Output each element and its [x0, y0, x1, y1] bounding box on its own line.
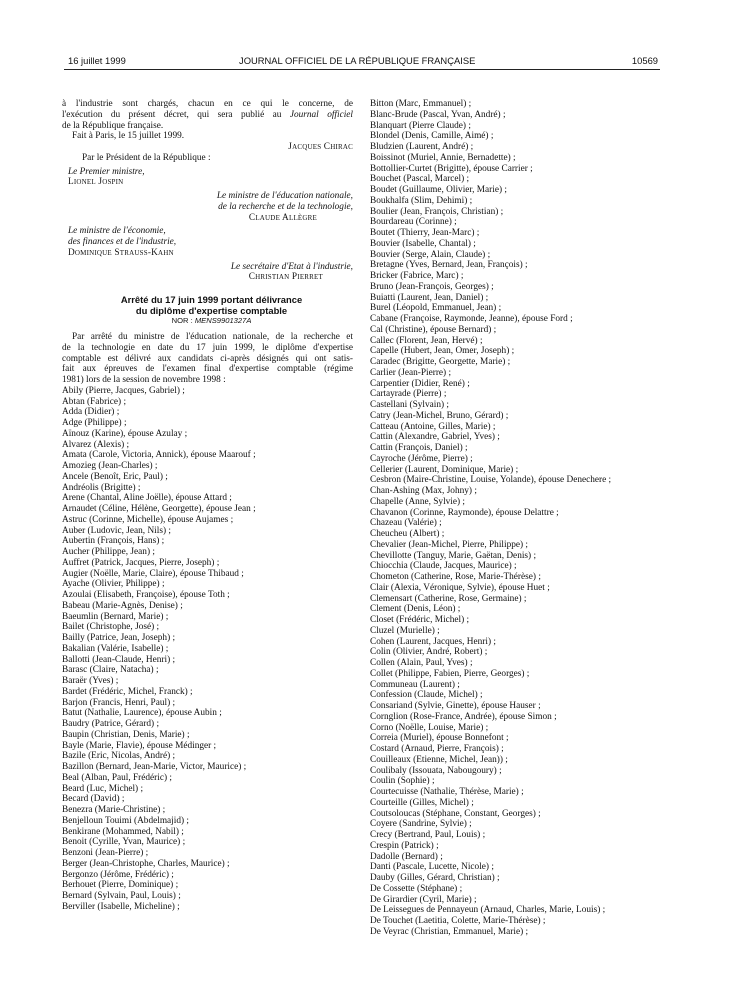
name-entry: Bouvier (Isabelle, Chantal) ;	[370, 238, 476, 249]
header-journal-title: JOURNAL OFFICIEL DE LA RÉPUBLIQUE FRANÇAISE	[239, 55, 476, 66]
name-entry: Clair (Alexia, Véronique, Sylvie), épouse Huet ;	[370, 582, 550, 593]
name-entry: Buiatti (Laurent, Jean, Daniel) ;	[370, 292, 489, 303]
name-entry: Babeau (Marie-Agnès, Denise) ;	[62, 600, 183, 611]
name-entry: Cornglion (Rose-France, Andrée), épouse Simon ;	[370, 711, 557, 722]
name-entry: Bakalian (Valérie, Isabelle) ;	[62, 643, 169, 654]
name-entry: Abtan (Fabrice) ;	[62, 396, 127, 407]
name-entry: Beard (Luc, Michel) ;	[62, 783, 144, 794]
name-entry: Chazeau (Valérie) ;	[370, 518, 442, 529]
name-entry: Dauby (Gilles, Gérard, Christian) ;	[370, 873, 500, 883]
journal-reference: Journal officiel	[289, 109, 353, 120]
name-entry: Costard (Arnaud, Pierre, François) ;	[370, 744, 504, 754]
name-entry: Adda (Didier) ;	[62, 407, 120, 418]
name-entry: Bailly (Patrice, Jean, Joseph) ;	[62, 633, 176, 643]
intro-line: de la République française.	[62, 120, 164, 131]
arrete-body-line: fait aux épreuves de l'examen final d'expertise comptable (régime	[62, 364, 353, 375]
arrete-title: du diplôme d'expertise comptable	[135, 304, 288, 316]
name-entry: Bludzien (Laurent, André) ;	[370, 142, 474, 152]
name-entry: Clement (Denis, Léon) ;	[370, 604, 461, 615]
education-minister-title: de la recherche et de la technologie,	[218, 201, 353, 212]
name-entry: Benzoni (Jean-Pierre) ;	[62, 848, 149, 858]
intro-line: l'exécution du présent décret, qui sera publié au Journal officiel	[62, 109, 353, 120]
name-entry: Becard (David) ;	[62, 794, 125, 805]
name-entry: Bruno (Jean-François, Georges) ;	[370, 281, 494, 292]
name-entry: Abily (Pierre, Jacques, Gabriel) ;	[62, 385, 185, 396]
name-entry: Blanc-Brude (Pascal, Yvan, André) ;	[370, 109, 506, 120]
name-entry: Chometon (Catherine, Rose, Marie-Thérèse) ;	[370, 572, 541, 582]
arrete-body-line: Par arrêté du ministre de l'éducation nationale, de la recherche et	[72, 332, 353, 342]
premier-ministre-name: Lionel Jospin	[68, 177, 124, 188]
name-entry: Collen (Alain, Paul, Yves) ;	[370, 658, 473, 668]
name-entry: Chevalier (Jean-Michel, Pierre, Philippe) ;	[370, 539, 528, 550]
name-entry: Benezra (Marie-Christine) ;	[62, 805, 166, 815]
name-entry: Bernard (Sylvain, Paul, Louis) ;	[62, 891, 181, 901]
name-entry: Baeumlin (Bernard, Marie) ;	[62, 611, 169, 622]
arrete-body-line: comptable est délivré aux candidats ci-après désignés qui ont satis-	[62, 353, 353, 364]
name-entry: Burel (Léopold, Emmanuel, Jean) ;	[370, 303, 502, 314]
name-entry: Baudry (Patrice, Gérard) ;	[62, 719, 160, 729]
name-entry: Aucher (Philippe, Jean) ;	[62, 547, 155, 557]
name-entry: Crecy (Bertrand, Paul, Louis) ;	[370, 830, 486, 840]
education-minister-name: Claude Allègre	[248, 212, 317, 223]
name-entry: Boudet (Guillaume, Olivier, Marie) ;	[370, 185, 507, 195]
arrete-body-line: de la technologie en date du 17 juin 1999, le diplôme d'expertise	[62, 342, 353, 353]
name-entry: Ancele (Benoît, Eric, Paul) ;	[62, 471, 168, 482]
name-entry: Confession (Claude, Michel) ;	[370, 690, 483, 701]
name-entry: Courteille (Gilles, Michel) ;	[370, 797, 474, 808]
name-entry: Closet (Frédéric, Michel) ;	[370, 615, 470, 625]
name-entry: Cheucheu (Albert) ;	[370, 529, 445, 539]
arrete-title: Arrêté du 17 juin 1999 portant délivrance	[120, 294, 303, 305]
name-entry: Coulibaly (Issouata, Nabougoury) ;	[370, 765, 502, 776]
name-entry: Blondel (Denis, Camille, Aimé) ;	[370, 131, 494, 142]
name-entry: Castellani (Sylvain) ;	[370, 400, 450, 410]
name-entry: Bazile (Eric, Nicolas, André) ;	[62, 751, 176, 762]
premier-ministre-title: Le Premier ministre,	[68, 166, 145, 177]
name-entry: Amozieg (Jean-Charles) ;	[62, 461, 158, 471]
president-name: Jacques Chirac	[288, 142, 353, 152]
name-entry: Berviller (Isabelle, Micheline) ;	[62, 901, 180, 912]
names-list-left	[62, 386, 353, 913]
name-entry: Bayle (Marie, Flavie), épouse Médinger ;	[62, 740, 217, 751]
signature-date: Fait à Paris, le 15 juillet 1999.	[72, 131, 185, 142]
name-entry: Cluzel (Murielle) ;	[370, 625, 440, 636]
industrie-secretary-name: Christian Pierret	[248, 272, 323, 283]
nor-reference: NOR : MENS9901327A	[171, 316, 252, 325]
name-entry: Aïnouz (Karine), épouse Azulay ;	[62, 428, 188, 439]
name-entry: Cabane (Françoise, Raymonde, Jeanne), épouse Ford ;	[370, 314, 573, 324]
name-entry: De Cossette (Stéphane) ;	[370, 883, 463, 894]
header-rule	[64, 69, 660, 70]
name-entry: Boissinot (Muriel, Annie, Bernadette) ;	[370, 152, 516, 163]
left-column	[62, 99, 353, 913]
name-entry: Andréolis (Brigitte) ;	[62, 482, 141, 493]
name-entry: Azoulai (Elisabeth, Françoise), épouse Toth ;	[62, 590, 230, 600]
name-entry: Cattin (François, Daniel) ;	[370, 443, 468, 453]
name-entry: Bailet (Christophe, José) ;	[62, 622, 160, 633]
name-entry: Cartayrade (Pierre) ;	[370, 389, 447, 400]
education-minister-title: Le ministre de l'éducation nationale,	[216, 191, 353, 201]
name-entry: Cal (Christine), épouse Bernard) ;	[370, 324, 497, 335]
name-entry: Benoit (Cyrille, Yvan, Maurice) ;	[62, 837, 186, 848]
economie-minister-title: des finances et de l'industrie,	[68, 237, 177, 247]
name-entry: Coyere (Sandrine, Sylvie) ;	[370, 819, 472, 830]
name-entry: Cayroche (Jérôme, Pierre) ;	[370, 453, 473, 464]
name-entry: Chavanon (Corinne, Raymonde), épouse Delattre ;	[370, 507, 559, 518]
name-entry: Auber (Ludovic, Jean, Nils) ;	[62, 525, 171, 536]
name-entry: Baraër (Yves) ;	[62, 676, 119, 686]
name-entry: Coulin (Sophie) ;	[370, 776, 435, 787]
name-entry: Bouvier (Serge, Alain, Claude) ;	[370, 249, 491, 260]
nor-code: MENS9901327A	[194, 316, 252, 325]
name-entry: Cesbron (Maire-Christine, Louise, Yolande), épouse Denechere ;	[370, 475, 612, 486]
arrete-body-line: 1981) lors de la session de novembre 1998 :	[62, 375, 226, 385]
name-entry: De Touchet (Laetitia, Colette, Marie-Thérèse) ;	[370, 916, 546, 926]
name-entry: Communeau (Laurent) ;	[370, 679, 460, 690]
name-entry: Bergonzo (Jérôme, Frédéric) ;	[62, 869, 174, 880]
name-entry: Benkirane (Mohammed, Nabil) ;	[62, 826, 184, 837]
name-entry: Auffret (Patrick, Jacques, Pierre, Joseph) ;	[62, 557, 220, 568]
economie-minister-name: Dominique Strauss-Kahn	[68, 247, 174, 258]
name-entry: Benjelloun Touimi (Abdelmajid) ;	[62, 815, 189, 826]
header-page-number: 10569	[631, 55, 658, 66]
name-entry: Catry (Jean-Michel, Bruno, Gérard) ;	[370, 410, 509, 421]
name-entry: Bitton (Marc, Emmanuel) ;	[370, 99, 472, 109]
name-entry: Courtecuisse (Nathalie, Thérèse, Marie) ;	[370, 787, 524, 797]
name-entry: Couilleaux (Etienne, Michel, Jean)) ;	[370, 754, 508, 765]
name-entry: Bottollier-Curtet (Brigitte), épouse Carrier ;	[370, 163, 533, 174]
name-entry: Danti (Pascale, Lucette, Nicole) ;	[370, 862, 494, 873]
name-entry: Arene (Chantal, Aline Joëlle), épouse Attard ;	[62, 493, 232, 504]
name-entry: Boutet (Thierry, Jean-Marc) ;	[370, 228, 480, 238]
name-entry: Barasc (Claire, Natacha) ;	[62, 665, 159, 676]
arrete-body	[62, 332, 353, 386]
name-entry: De Veyrac (Christian, Emmanuel, Marie) ;	[370, 926, 529, 937]
name-entry: Colin (Olivier, André, Robert) ;	[370, 647, 488, 658]
name-entry: Collet (Philippe, Fabien, Pierre, Georges) ;	[370, 668, 530, 679]
name-entry: Carpentier (Didier, René) ;	[370, 378, 470, 389]
name-entry: Barjon (Francis, Henri, Paul) ;	[62, 697, 176, 708]
name-entry: Boukhalfa (Slim, Dehimi) ;	[370, 195, 473, 206]
name-entry: Bouchet (Pascal, Marcel) ;	[370, 174, 470, 185]
name-entry: Amata (Carole, Victoria, Annick), épouse Maarouf ;	[62, 450, 256, 461]
name-entry: De Leissegues de Pennayeun (Arnaud, Charles, Marie, Louis) ;	[370, 905, 606, 916]
name-entry: Beal (Alban, Paul, Frédéric) ;	[62, 772, 172, 783]
name-entry: Callec (Florent, Jean, Hervé) ;	[370, 335, 483, 346]
name-entry: Berhouet (Pierre, Dominique) ;	[62, 880, 179, 891]
name-entry: Corno (Noëlle, Louise, Marie) ;	[370, 722, 489, 733]
name-entry: Baupin (Christian, Denis, Marie) ;	[62, 729, 190, 740]
name-entry: Alvarez (Alexis) ;	[62, 439, 130, 450]
name-entry: Ayache (Olivier, Philippe) ;	[62, 579, 165, 590]
name-entry: Astruc (Corinne, Michelle), épouse Aujames ;	[62, 514, 234, 525]
name-entry: Consariand (Sylvie, Ginette), épouse Hauser ;	[370, 701, 541, 711]
name-entry: Bardet (Frédéric, Michel, Franck) ;	[62, 686, 193, 697]
par-le-president: Par le Président de la République :	[82, 152, 211, 163]
name-entry: Bretagne (Yves, Bernard, Jean, François) ;	[370, 260, 528, 271]
name-entry: Adge (Philippe) ;	[62, 418, 127, 428]
name-entry: Cohen (Laurent, Jacques, Henri) ;	[370, 636, 496, 647]
intro-line: à l'industrie sont chargés, chacun en ce qui le concerne, de	[62, 99, 353, 109]
name-entry: Batut (Nathalie, Laurence), épouse Aubin ;	[62, 708, 222, 719]
name-entry: Carlier (Jean-Pierre) ;	[370, 367, 452, 378]
name-entry: Aubertin (François, Hans) ;	[62, 536, 165, 547]
right-column	[370, 99, 670, 938]
name-entry: Caradec (Brigitte, Georgette, Marie) ;	[370, 357, 511, 367]
name-entry: Chan-Ashing (Max, Johny) ;	[370, 486, 477, 496]
economie-minister-title: Le ministre de l'économie,	[68, 226, 166, 237]
name-entry: Chevillotte (Tanguy, Marie, Gaëtan, Denis) ;	[370, 550, 537, 561]
header-date: 16 juillet 1999	[68, 55, 126, 66]
name-entry: Bourdareau (Corinne) ;	[370, 217, 457, 228]
name-entry: Berger (Jean-Christophe, Charles, Maurice) ;	[62, 858, 230, 869]
name-entry: De Girardier (Cyril, Marie) ;	[370, 894, 477, 905]
name-entry: Cattin (Alexandre, Gabriel, Yves) ;	[370, 432, 500, 443]
name-entry: Catteau (Antoine, Gilles, Marie) ;	[370, 421, 496, 432]
name-entry: Cellerier (Laurent, Dominique, Marie) ;	[370, 464, 519, 475]
name-entry: Dadolle (Bernard) ;	[370, 851, 443, 862]
name-entry: Correia (Muriel), épouse Bonnefont ;	[370, 733, 509, 744]
name-entry: Arnaudet (Céline, Hélène, Georgette), épouse Jean ;	[62, 504, 256, 514]
industrie-secretary-title: Le secrétaire d'Etat à l'industrie,	[230, 261, 353, 272]
name-entry: Boulier (Jean, François, Christian) ;	[370, 206, 504, 217]
name-entry: Chapelle (Anne, Sylvie) ;	[370, 496, 466, 507]
name-entry: Chiocchia (Claude, Jacques, Maurice) ;	[370, 561, 517, 572]
name-entry: Bazillon (Bernard, Jean-Marie, Victor, Maurice) ;	[62, 762, 247, 772]
name-entry: Clemensart (Catherine, Rose, Germaine) ;	[370, 593, 527, 604]
name-entry: Blanquart (Pierre Claude) ;	[370, 120, 471, 131]
name-entry: Augier (Noëlle, Marie, Claire), épouse Thibaud ;	[62, 568, 244, 579]
names-list-right	[370, 99, 670, 938]
name-entry: Ballotti (Jean-Claude, Henri) ;	[62, 654, 176, 665]
name-entry: Bricker (Fabrice, Marc) ;	[370, 271, 464, 281]
name-entry: Coutsoloucas (Stéphane, Constant, Georges) ;	[370, 808, 541, 819]
name-entry: Capelle (Hubert, Jean, Omer, Joseph) ;	[370, 346, 515, 357]
name-entry: Crespin (Patrick) ;	[370, 840, 439, 851]
